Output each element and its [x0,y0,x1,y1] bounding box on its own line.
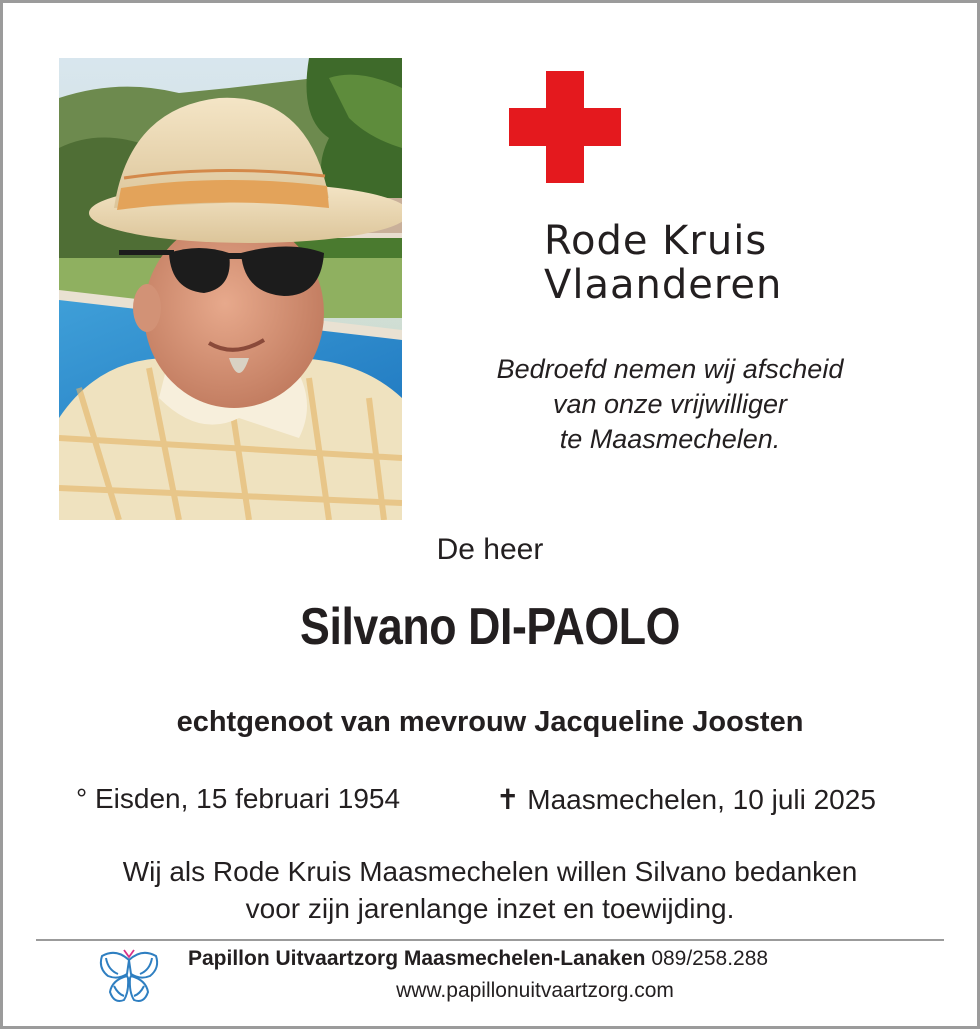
deceased-name: Silvano DI-PAOLO [300,598,680,656]
divider [36,939,944,941]
portrait-photo [59,58,402,520]
funeral-home-website[interactable]: www.papillonuitvaartzorg.com [396,979,674,1002]
organization-line-2: Vlaanderen [544,262,783,308]
tribute-line-2: van onze vrijwilliger [552,389,788,419]
thanks-line-1: Wij als Rode Kruis Maasmechelen willen Silvano bedanken [122,856,858,887]
death-info: ✝ Maasmechelen, 10 juli 2025 [496,784,876,815]
tribute-text [440,352,900,457]
tribute-line-1: Bedroefd nemen wij afscheid [496,354,844,384]
tribute-line-3: te Maasmechelen. [559,424,781,454]
honorific: De heer [436,533,544,566]
spouse-line: echtgenoot van mevrouw Jacqueline Joosten [176,706,804,738]
funeral-home-info [188,947,768,971]
thanks-line-2: voor zijn jarenlange inzet en toewijding. [245,893,735,924]
organization-line-1: Rode Kruis [544,218,768,264]
red-cross-icon [509,71,621,183]
organization-name [544,219,782,307]
funeral-home-phone: 089/258.288 [651,947,769,970]
birth-info: ° Eisden, 15 februari 1954 [76,783,401,814]
thanks-message [0,853,980,927]
funeral-home-name: Papillon Uitvaartzorg Maasmechelen-Lanaken [188,947,646,970]
